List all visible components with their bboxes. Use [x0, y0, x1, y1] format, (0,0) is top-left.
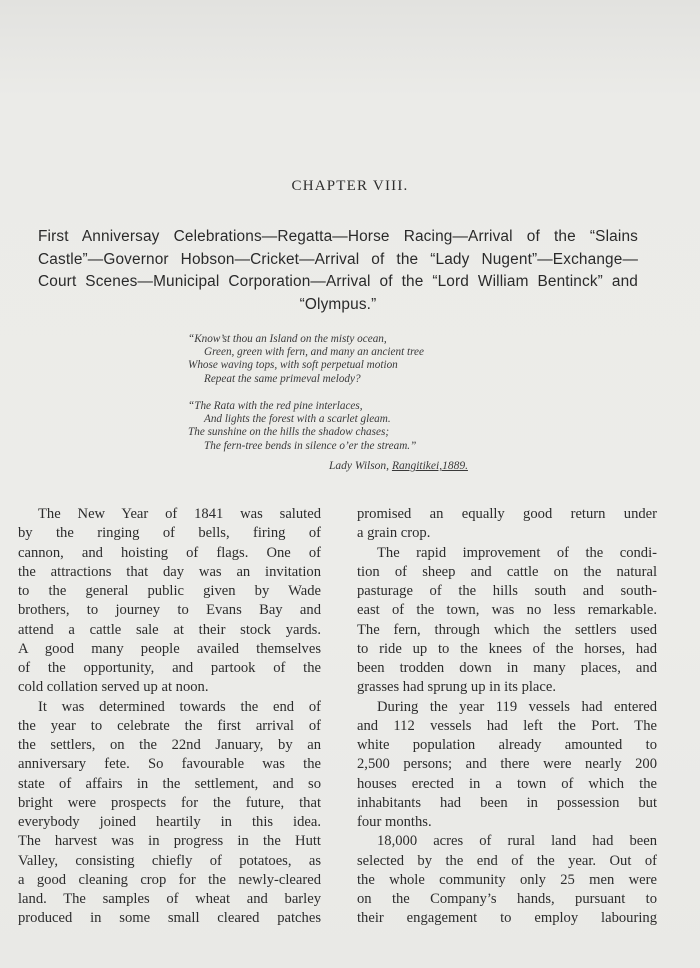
text-line: brothers, to journey to Evans Bay and [18, 602, 321, 619]
epigraph-line: “The Rata with the red pine interlaces, [188, 400, 363, 412]
text-line: pasturage of the hills south and south- [357, 583, 657, 599]
text-line: During the year 119 vessels had entered [377, 698, 657, 715]
text-line: the whole community only 25 men were [357, 871, 657, 888]
epigraph-stanza-2 [188, 400, 548, 453]
text-line: anniversary fete. So favourable was the [18, 756, 321, 773]
epigraph-stanza-1 [188, 333, 548, 386]
text-line: and 112 vessels had left the Port. The [357, 717, 657, 734]
text-line: the settlers, on the 22nd January, by an [18, 737, 321, 753]
text-line: houses erected in a town of which the [357, 775, 657, 792]
chapter-synopsis: First Anniversay Celebrations—Regatta—Horse Racing—Arrival of the “Slains Castle”—Governor Hobson—Cricket—Arrival of the “Lady Nugent”—Exchange—Court Scenes—Municipal Corporation—Arrival of the “Lord William Bentinck” and “Olympus.” [38, 228, 638, 313]
text-line: 18,000 acres of rural land had been [377, 833, 657, 850]
text-line: their engagement to employ labouring [357, 910, 657, 927]
text-line: white population already amounted to [357, 737, 657, 753]
text-line: inhabitants had been in possession but [357, 794, 657, 811]
text-line: Valley, consisting chiefly of potatoes, as [18, 852, 321, 869]
epigraph-place: Rangitikei,1889. [391, 460, 468, 472]
text-line: The rapid improvement of the condi- [377, 544, 657, 561]
text-line: selected by the end of the year. Out of [357, 852, 657, 869]
text-line: cold collation served up at noon. [18, 679, 209, 696]
text-line: by the ringing of bells, firing of [18, 525, 321, 542]
epigraph-line: The fern-tree bends in silence o’er the stream.” [204, 439, 417, 452]
text-line: land. The samples of wheat and barley [18, 891, 321, 907]
epigraph-attribution [329, 460, 529, 472]
text-line: produced in some small cleared patches [18, 910, 321, 927]
epigraph-line: Green, green with fern, and many an ancient tree [204, 346, 424, 359]
text-line: It was determined towards the end of [38, 698, 321, 715]
text-line: everybody joined heartily in this idea. [18, 814, 321, 830]
text-line: a grain crop. [357, 525, 431, 542]
text-line: a good cleaning crop for the newly-cleared [18, 871, 321, 888]
chapter-heading: CHAPTER VIII. [291, 178, 409, 194]
text-line: grasses had sprung up in its place. [357, 679, 557, 696]
text-line: east of the town, was no less remarkable. [357, 602, 657, 619]
epigraph-line: “Know’st thou an Island on the misty ocean, [188, 333, 387, 345]
text-line: The fern, through which the settlers used [357, 621, 657, 638]
text-line: the attractions that day was an invitation [18, 563, 321, 580]
text-line: to the general public given by Wade [18, 583, 321, 599]
text-line: 2,500 persons; and there were nearly 200 [357, 756, 657, 773]
body-column-left [18, 505, 321, 929]
epigraph-author: Lady Wilson, [329, 460, 392, 472]
text-line: the year to celebrate the first arrival of [18, 717, 321, 734]
text-line: to ride up to the knees of the horses, had [357, 640, 657, 657]
text-line: A good many people availed themselves [18, 640, 321, 657]
text-line: on the Company’s hands, pursuant to [357, 891, 657, 907]
epigraph-line: The sunshine on the hills the shadow chases; [188, 426, 390, 439]
epigraph-line: Whose waving tops, with soft perpetual motion [188, 359, 398, 372]
text-line: been trodden down in many places, and [357, 660, 657, 676]
text-line: promised an equally good return under [357, 506, 657, 522]
text-line: cannon, and hoisting of flags. One of [18, 544, 321, 561]
text-line: bright were prospects for the future, that [18, 794, 321, 811]
text-line: The New Year of 1841 was saluted [38, 506, 321, 522]
text-line: tion of sheep and cattle on the natural [357, 563, 657, 580]
epigraph-line: Repeat the same primeval melody? [204, 372, 361, 385]
text-line: four months. [357, 814, 432, 830]
text-line: attend a cattle sale at their stock yards. [18, 621, 321, 638]
text-line: of the opportunity, and partook of the [18, 660, 321, 676]
epigraph-line: And lights the forest with a scarlet gleam. [204, 413, 391, 426]
body-column-right [357, 505, 657, 929]
text-line: state of affairs in the settlement, and so [18, 775, 321, 792]
text-line: The harvest was in progress in the Hutt [18, 833, 321, 850]
